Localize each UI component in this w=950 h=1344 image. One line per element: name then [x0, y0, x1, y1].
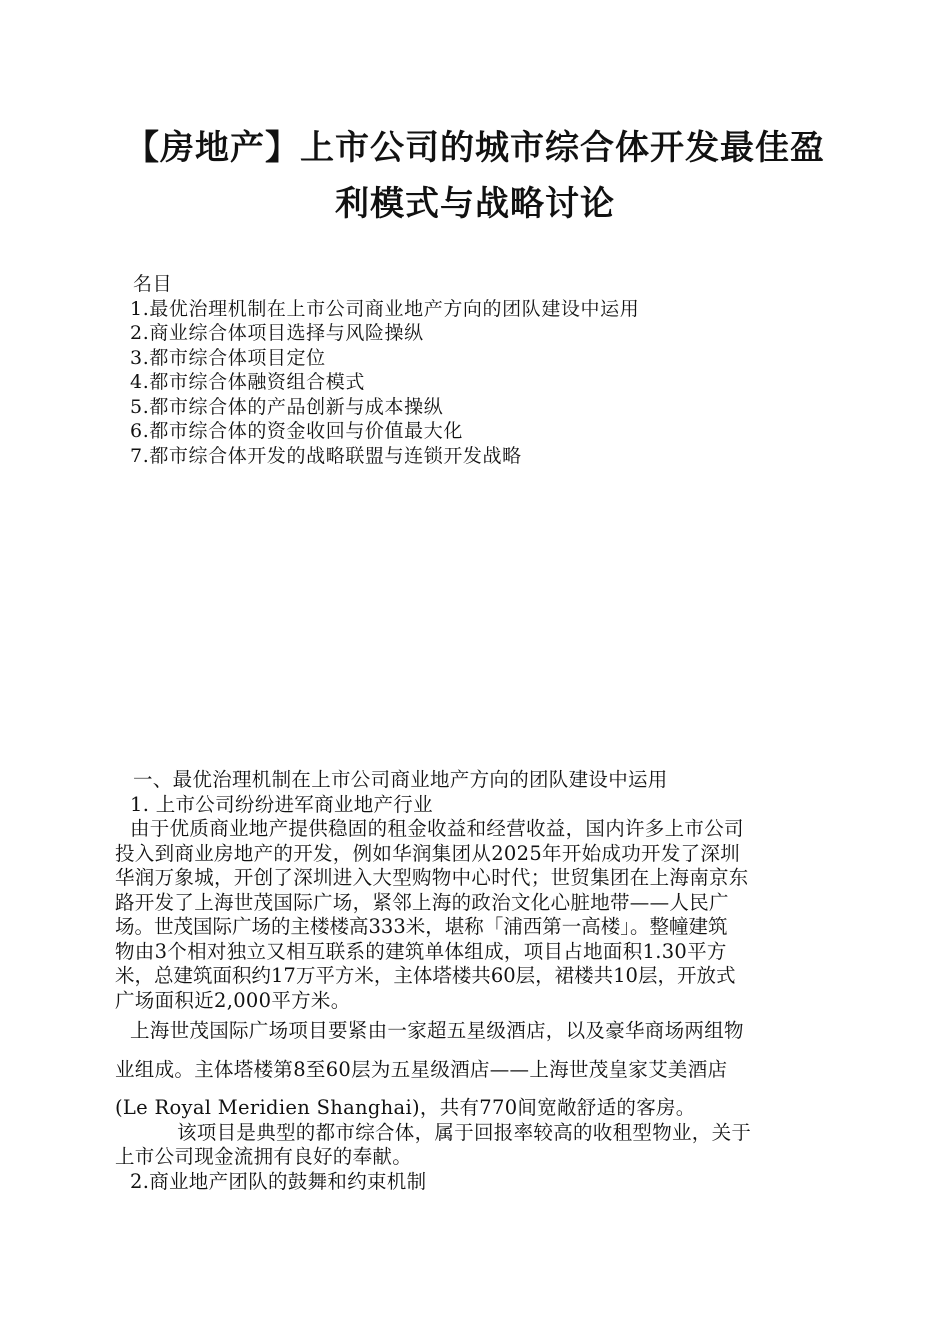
paragraph-line: 由于优质商业地产提供稳固的租金收益和经营收益，国内许多上市公司: [130, 817, 744, 840]
toc-item: 7.都市综合体开发的战略联盟与连锁开发战略: [130, 444, 522, 467]
paragraph-line: 场。世茂国际广场的主楼楼高333米，堪称「浦西第一高楼」。整幢建筑: [115, 915, 728, 938]
paragraph-line: 投入到商业房地产的开发，例如华润集团从2025年开始成功开发了深圳: [115, 841, 741, 865]
section-1: [115, 768, 835, 1194]
paragraph-line: 业组成。主体塔楼第8至60层为五星级酒店——上海世茂皇家艾美酒店: [115, 1057, 728, 1081]
paragraph-line: 华润万象城，开创了深圳进入大型购物中心时代；世贸集团在上海南京东: [115, 866, 749, 889]
toc-item: 5.都市综合体的产品创新与成本操纵: [130, 395, 444, 418]
subsection-heading-1: 1. 上市公司纷纷进军商业地产行业: [130, 792, 433, 816]
paragraph-1: [115, 817, 835, 1013]
toc-item: 6.都市综合体的资金收回与价值最大化: [130, 420, 463, 442]
toc-item: 4.都市综合体融资组合模式: [130, 371, 365, 393]
paragraph-line: 米，总建筑面积约17万平方米，主体塔楼共60层，裙楼共10层，开放式: [115, 964, 736, 987]
paragraph-3: [115, 1121, 835, 1170]
paragraph-line: (Le Royal Meridien Shanghai)，共有770间宽敞舒适的客房。: [115, 1096, 696, 1119]
toc-item: 2.商业综合体项目选择与风险操纵: [130, 322, 424, 344]
toc-item: 3.都市综合体项目定位: [130, 346, 326, 369]
paragraph-line: 物由3个相对独立又相互联系的建筑单体组成，项目占地面积1.30平方: [115, 939, 727, 963]
paragraph-line: 该项目是典型的都市综合体，属于回报率较高的收租型物业，关于: [177, 1120, 752, 1144]
paragraph-2: [115, 1019, 835, 1121]
title-line-2: 利模式与战略讨论: [335, 184, 615, 224]
paragraph-line: 广场面积近2,000平方米。: [115, 988, 351, 1012]
title-line-1: 【房地产】上市公司的城市综合体开发最佳盈: [125, 128, 825, 168]
section-heading: 一、最优治理机制在上市公司商业地产方向的团队建设中运用: [133, 768, 668, 791]
paragraph-line: 路开发了上海世茂国际广场，紧邻上海的政治文化心脏地带——人民广: [115, 890, 729, 914]
document-title: [0, 120, 950, 232]
subsection-heading-2: 2.商业地产团队的鼓舞和约束机制: [130, 1169, 427, 1193]
paragraph-line: 上海世茂国际广场项目要紧由一家超五星级酒店，以及豪华商场两组物: [130, 1019, 744, 1042]
toc-item: 1.最优治理机制在上市公司商业地产方向的团队建设中运用: [130, 297, 640, 320]
paragraph-line: 上市公司现金流拥有良好的奉献。: [115, 1145, 413, 1168]
toc-heading: 名目: [133, 273, 173, 295]
table-of-contents: [130, 272, 830, 468]
